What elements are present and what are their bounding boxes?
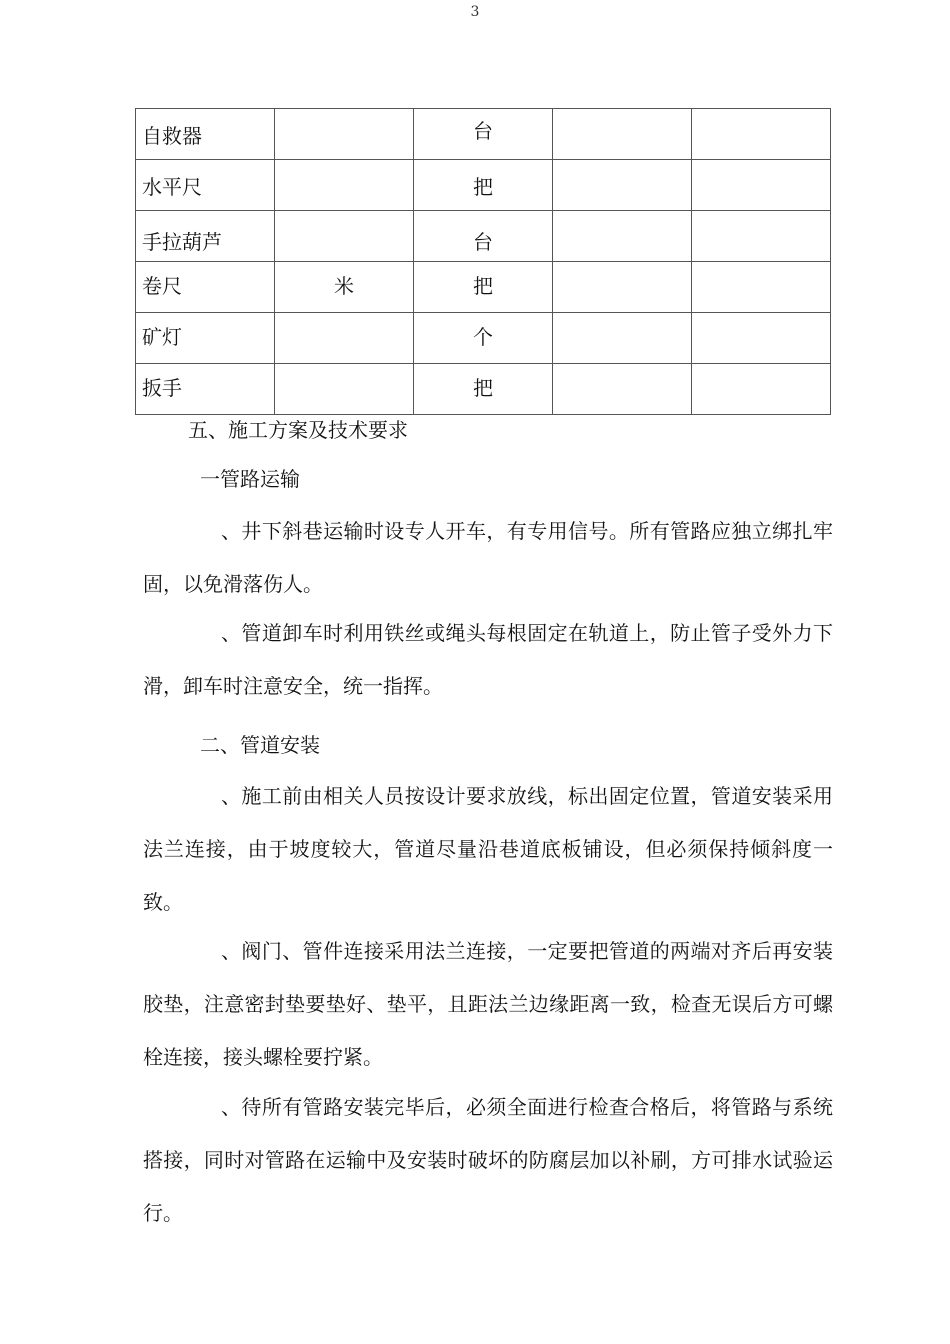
paragraph: 、管道卸车时利用铁丝或绳头每根固定在轨道上，防止管子受外力下滑，卸车时注意安全，统一指挥。 [143, 621, 833, 698]
table-cell: 个 [414, 313, 553, 364]
table-cell [553, 109, 692, 160]
table-cell [553, 262, 692, 313]
table-cell [553, 313, 692, 364]
table-cell [553, 160, 692, 211]
table-cell: 矿灯 [136, 313, 275, 364]
table-row [136, 160, 831, 211]
paragraph: 、阀门、管件连接采用法兰连接，一定要把管道的两端对齐后再安装胶垫，注意密封垫要垫好、垫平，且距法兰边缘距离一致，检查无误后方可螺栓连接，接头螺栓要拧紧。 [143, 939, 833, 1069]
table-row [136, 262, 831, 313]
table-cell [692, 313, 831, 364]
table-cell: 台 [414, 109, 553, 160]
table-cell [275, 364, 414, 415]
subsection-title: 一管路运输 [200, 467, 300, 491]
table-row [136, 211, 831, 262]
table-cell [692, 364, 831, 415]
table-cell [692, 109, 831, 160]
table-cell [553, 364, 692, 415]
table-cell: 米 [275, 262, 414, 313]
table-cell: 手拉葫芦 [136, 211, 275, 262]
table-cell: 把 [414, 160, 553, 211]
table-cell: 水平尺 [136, 160, 275, 211]
table-cell: 把 [414, 262, 553, 313]
paragraph: 、施工前由相关人员按设计要求放线，标出固定位置，管道安装采用法兰连接，由于坡度较大，管道尽量沿巷道底板铺设，但必须保持倾斜度一致。 [143, 784, 833, 914]
paragraph: 、井下斜巷运输时设专人开车，有专用信号。所有管路应独立绑扎牢固，以免滑落伤人。 [143, 519, 833, 596]
table-cell [692, 160, 831, 211]
table-cell [275, 160, 414, 211]
table-cell [692, 211, 831, 262]
table-cell [275, 313, 414, 364]
tools-table [135, 108, 831, 415]
page-number: 3 [470, 4, 480, 20]
table-cell [692, 262, 831, 313]
subsection-title: 二、管道安装 [200, 733, 320, 757]
table-cell: 把 [414, 364, 553, 415]
table-cell: 台 [414, 211, 553, 262]
table-cell: 卷尺 [136, 262, 275, 313]
table-row [136, 313, 831, 364]
table-cell [553, 211, 692, 262]
table-row [136, 109, 831, 160]
table-cell [275, 109, 414, 160]
table-cell [275, 211, 414, 262]
section-title: 五、施工方案及技术要求 [188, 418, 408, 442]
paragraph: 、待所有管路安装完毕后，必须全面进行检查合格后，将管路与系统搭接，同时对管路在运输中及安装时破坏的防腐层加以补刷，方可排水试验运行。 [143, 1095, 833, 1225]
table-cell: 自救器 [136, 109, 275, 160]
table-row [136, 364, 831, 415]
table-cell: 扳手 [136, 364, 275, 415]
